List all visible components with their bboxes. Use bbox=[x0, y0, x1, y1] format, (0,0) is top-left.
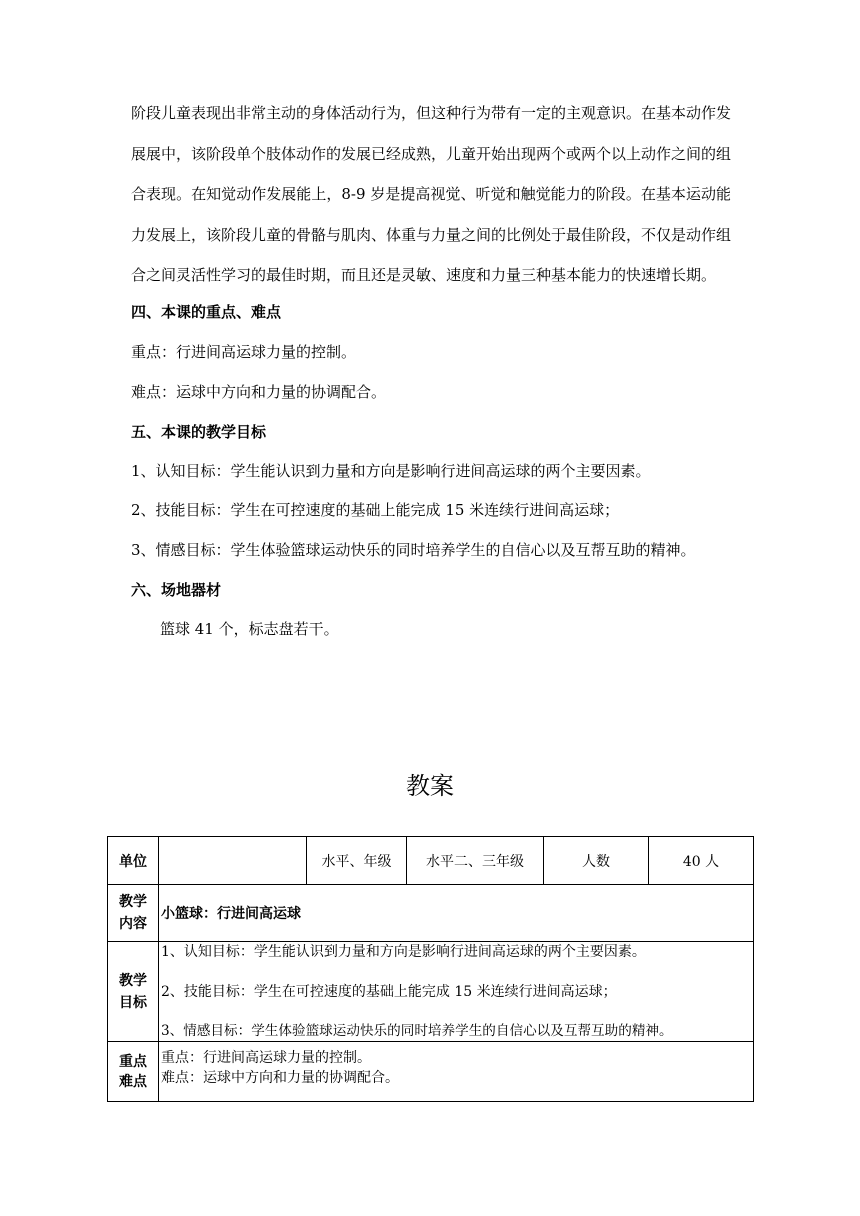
section-heading-equipment: 六、场地器材 bbox=[131, 581, 222, 599]
level-label: 水平、年级 bbox=[307, 837, 407, 885]
goals-label-line1: 教学 bbox=[119, 972, 147, 989]
unit-value bbox=[159, 837, 307, 885]
table-goal-skill: 2、技能目标：学生在可控速度的基础上能完成 15 米连续行进间高运球； bbox=[161, 984, 617, 1000]
goal-skill: 2、技能目标：学生在可控速度的基础上能完成 15 米连续行进间高运球； bbox=[131, 501, 620, 519]
goals-value bbox=[159, 942, 754, 1042]
goal-cognitive: 1、认知目标：学生能认识到力量和方向是影响行进间高运球的两个主要因素。 bbox=[131, 462, 651, 480]
table-row-header bbox=[108, 837, 754, 885]
difficulty-text: 难点：运球中方向和力量的协调配合。 bbox=[131, 383, 387, 401]
focus-label bbox=[108, 1042, 159, 1102]
goals-label-line2: 目标 bbox=[119, 994, 147, 1011]
focus-label-line1: 重点 bbox=[119, 1053, 147, 1070]
lesson-plan-table bbox=[107, 836, 754, 1102]
table-goal-cognitive: 1、认知目标：学生能认识到力量和方向是影响行进间高运球的两个主要因素。 bbox=[161, 944, 646, 960]
level-value: 水平二、三年级 bbox=[407, 837, 544, 885]
key-point-text: 重点：行进间高运球力量的控制。 bbox=[131, 343, 357, 361]
count-label: 人数 bbox=[544, 837, 649, 885]
goal-affective: 3、情感目标：学生体验篮球运动快乐的同时培养学生的自信心以及互帮互助的精神。 bbox=[131, 541, 696, 559]
section-heading-key-points: 四、本课的重点、难点 bbox=[131, 303, 282, 321]
development-paragraph bbox=[131, 93, 731, 296]
section-heading-goals: 五、本课的教学目标 bbox=[131, 423, 267, 441]
table-key-point: 重点：行进间高运球力量的控制。 bbox=[161, 1050, 371, 1066]
content-value: 小篮球：行进间高运球 bbox=[159, 885, 754, 942]
unit-label: 单位 bbox=[108, 837, 159, 885]
focus-label-line2: 难点 bbox=[119, 1073, 147, 1090]
table-row-goals bbox=[108, 942, 754, 1042]
table-difficulty: 难点：运球中方向和力量的协调配合。 bbox=[161, 1070, 399, 1086]
lesson-plan-title: 教案 bbox=[406, 772, 454, 800]
equipment-text: 篮球 41 个，标志盘若干。 bbox=[160, 620, 339, 638]
table-goal-affective: 3、情感目标：学生体验篮球运动快乐的同时培养学生的自信心以及互帮互助的精神。 bbox=[161, 1023, 673, 1039]
focus-value bbox=[159, 1042, 754, 1102]
count-value: 40 人 bbox=[649, 837, 754, 885]
content-label-line1: 教学 bbox=[119, 894, 147, 910]
goals-label bbox=[108, 942, 159, 1042]
content-label-line2: 内容 bbox=[119, 916, 147, 932]
content-label bbox=[108, 885, 159, 942]
paragraph-text: 阶段儿童表现出非常主动的身体活动行为，但这种行为带有一定的主观意识。在基本动作发展展中，该阶段单个肢体动作的发展已经成熟，儿童开始出现两个或两个以上动作之间的组合表现。在知觉动作发展能上，8-9 岁是提高视觉、听觉和触觉能力的阶段。在基本运动能力发展上，该阶段儿童的骨骼与肌肉、体重与力量之间的比例处于最佳阶段，不仅是动作组合之间灵活性学习的最佳时期，而且还是灵敏、速度和力量三种基本能力的快速增长期。 bbox=[131, 104, 732, 284]
table-row-focus bbox=[108, 1042, 754, 1102]
table-row-content bbox=[108, 885, 754, 942]
